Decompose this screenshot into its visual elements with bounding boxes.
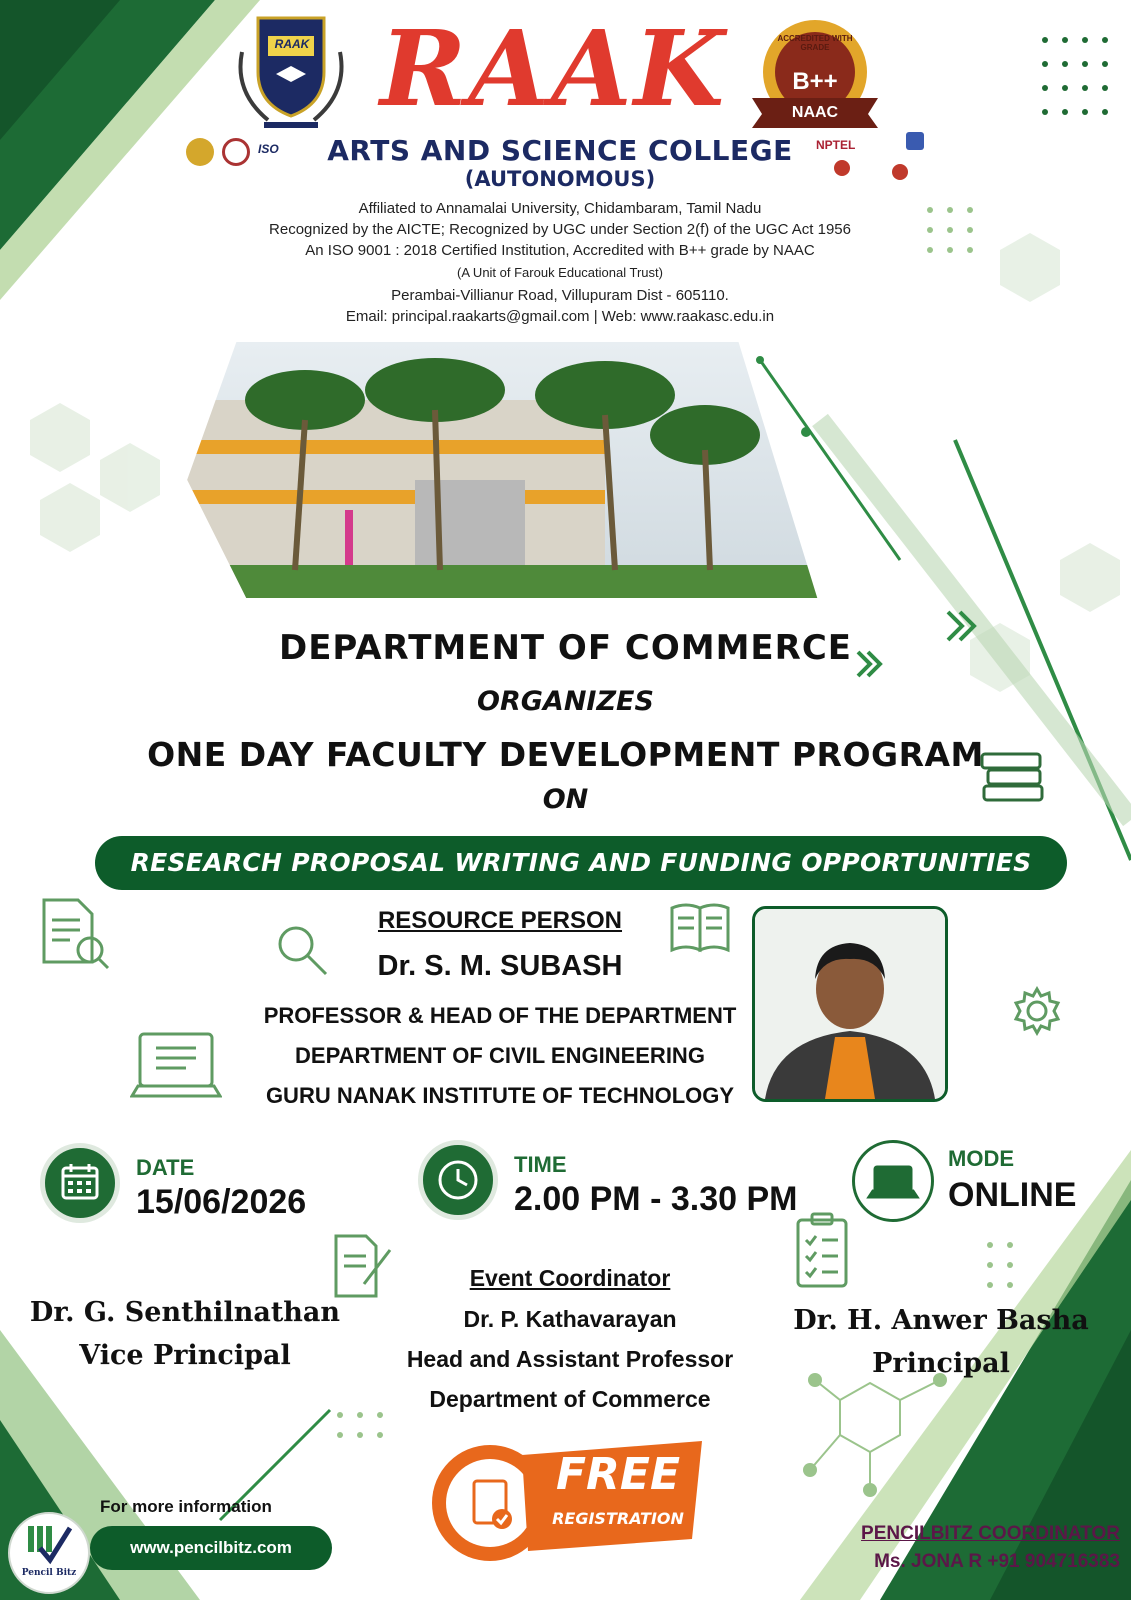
vice-principal-name: Dr. G. Senthilnathan	[29, 1297, 341, 1328]
seal-logo-1	[186, 138, 214, 166]
resource-person-department: DEPARTMENT OF CIVIL ENGINEERING	[295, 1043, 705, 1068]
college-name: ARTS AND SCIENCE COLLEGE	[327, 134, 793, 167]
partner-logo-1	[906, 132, 924, 150]
coordinator-designation: Head and Assistant Professor	[406, 1346, 734, 1372]
pencilbitz-contact: Ms. JONA R +91 904716383	[874, 1551, 1120, 1572]
iso-logo: ISO	[258, 142, 279, 156]
clock-icon	[418, 1140, 498, 1220]
resource-person-institution: GURU NANAK INSTITUTE OF TECHNOLOGY	[265, 1083, 735, 1108]
clipboard-checklist-icon	[794, 1210, 850, 1290]
resource-person-label: RESOURCE PERSON	[377, 907, 623, 934]
document-search-icon	[40, 896, 112, 972]
mode-value: ONLINE	[948, 1176, 1077, 1214]
date-label: DATE	[136, 1155, 195, 1180]
partner-logo-3	[834, 160, 850, 176]
college-status: (AUTONOMOUS)	[464, 167, 656, 191]
naac-label: NAAC	[791, 104, 839, 121]
books-icon	[978, 740, 1048, 810]
vice-principal-role: Vice Principal	[79, 1340, 291, 1371]
document-pen-icon	[332, 1232, 394, 1302]
organizes-text: ORGANIZES	[477, 686, 654, 717]
resource-person-photo	[752, 906, 948, 1102]
mode-label: MODE	[948, 1146, 1014, 1171]
date-value: 15/06/2026	[136, 1183, 307, 1221]
pencilbitz-logo-text: Pencil Bitz	[21, 1568, 77, 1578]
naac-badge	[748, 16, 882, 136]
coordinator-department: Department of Commerce	[429, 1386, 711, 1412]
college-crest-logo	[228, 12, 354, 130]
pencilbitz-logo	[8, 1512, 90, 1594]
naac-grade: B++	[792, 68, 838, 95]
laptop-document-icon	[130, 1028, 222, 1104]
accreditation-line: An ISO 9001 : 2018 Certified Institution, Accredited with B++ grade by NAAC	[305, 242, 815, 259]
brand-title: RAAK	[380, 7, 727, 130]
campus-photo	[185, 340, 820, 600]
gear-icon	[1012, 986, 1062, 1036]
calendar-icon	[40, 1143, 120, 1223]
seal-logo-2	[222, 138, 250, 166]
principal-name: Dr. H. Anwer Basha	[793, 1305, 1089, 1336]
registration-text: REGISTRATION	[552, 1509, 684, 1528]
time-value: 2.00 PM - 3.30 PM	[514, 1180, 798, 1218]
free-registration-badge	[430, 1433, 720, 1563]
on-text: ON	[542, 784, 589, 815]
department-heading: DEPARTMENT OF COMMERCE	[278, 628, 853, 668]
pencilbitz-coordinator-label: PENCILBITZ COORDINATOR	[861, 1523, 1120, 1544]
nptel-logo: NPTEL	[816, 138, 856, 152]
topic-banner: RESEARCH PROPOSAL WRITING AND FUNDING OPPORTUNITIES	[95, 836, 1067, 890]
crest-text: RAAK	[274, 37, 310, 51]
event-coordinator-label: Event Coordinator	[469, 1265, 671, 1291]
address-line: Perambai-Villianur Road, Villupuram Dist - 605110.	[391, 287, 729, 304]
recognition-line: Recognized by the AICTE; Recognized by UGC under Section 2(f) of the UGC Act 1956	[269, 221, 851, 238]
resource-person-designation: PROFESSOR & HEAD OF THE DEPARTMENT	[263, 1003, 737, 1028]
website-link[interactable]: www.pencilbitz.com	[90, 1526, 332, 1570]
resource-person-name: Dr. S. M. SUBASH	[377, 950, 623, 982]
free-text: FREE	[555, 1449, 681, 1500]
program-title: ONE DAY FACULTY DEVELOPMENT PROGRAM	[147, 735, 984, 774]
trust-line: (A Unit of Farouk Educational Trust)	[457, 265, 663, 280]
affiliation-line: Affiliated to Annamalai University, Chidambaram, Tamil Nadu	[358, 200, 762, 217]
more-info-label: For more information	[100, 1497, 272, 1516]
naac-top-text: ACCREDITED WITH GRADE	[777, 34, 853, 52]
coordinator-name: Dr. P. Kathavarayan	[463, 1306, 677, 1332]
laptop-icon	[852, 1140, 934, 1222]
time-label: TIME	[514, 1152, 567, 1177]
partner-logo-2	[892, 164, 908, 180]
contact-line: Email: principal.raakarts@gmail.com | Web: www.raakasc.edu.in	[345, 308, 775, 325]
principal-role: Principal	[872, 1348, 1010, 1379]
